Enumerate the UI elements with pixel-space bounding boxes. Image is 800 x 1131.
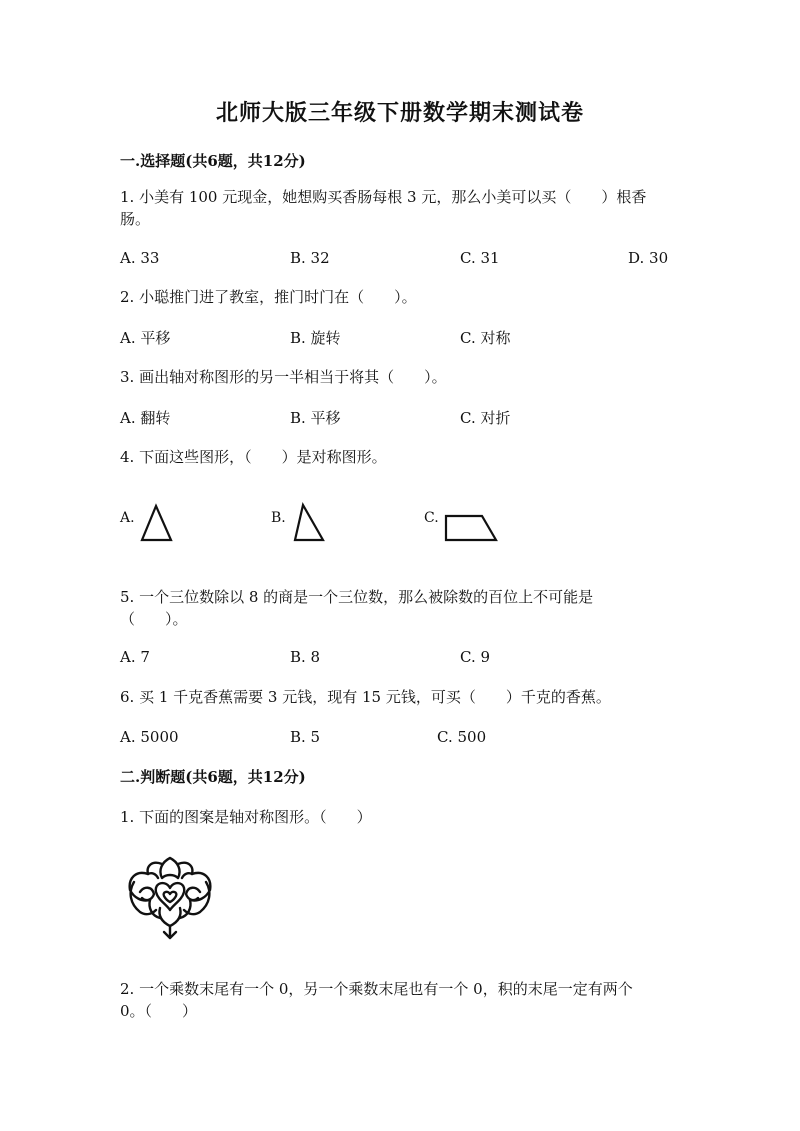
q4-option-b-label: B. — [271, 510, 286, 526]
q3-option-b: B. 平移 — [290, 409, 341, 427]
q2-option-b: B. 旋转 — [290, 329, 341, 347]
q4-option-c-trapezoid-figure — [442, 512, 500, 544]
q1-option-d: D. 30 — [628, 249, 669, 267]
q6-option-c: C. 500 — [437, 728, 487, 746]
q5-option-b: B. 8 — [290, 648, 321, 666]
question-1-line-1: 1. 小美有 100 元现金，她想购买香肠每根 3 元，那么小美可以买（ ）根香 — [120, 188, 647, 206]
q6-option-b: B. 5 — [290, 728, 321, 746]
q4-option-a-label: A. — [120, 510, 135, 526]
symmetric-flower-pattern-figure — [122, 852, 218, 940]
question-3: 3. 画出轴对称图形的另一半相当于将其（ ）。 — [120, 368, 447, 386]
question-1-line-2: 肠。 — [120, 210, 151, 228]
q4-option-c-label: C. — [424, 510, 439, 526]
section-heading-choice: 一.选择题(共6题，共12分) — [120, 152, 306, 170]
q4-option-b-scalene-triangle-figure — [290, 502, 328, 544]
question-2: 2. 小聪推门进了教室，推门时门在（ ）。 — [120, 288, 417, 306]
q1-option-a: A. 33 — [120, 249, 160, 267]
q6-option-a: A. 5000 — [120, 728, 179, 746]
page-title: 北师大版三年级下册数学期末测试卷 — [215, 100, 584, 126]
q3-option-c: C. 对折 — [460, 409, 511, 427]
judgement-question-1: 1. 下面的图案是轴对称图形。（ ） — [120, 808, 372, 826]
q2-option-c: C. 对称 — [460, 329, 511, 347]
question-6: 6. 买 1 千克香蕉需要 3 元钱，现有 15 元钱，可买（ ）千克的香蕉。 — [120, 688, 611, 706]
judgement-question-2-line-2: 0。（ ） — [120, 1002, 198, 1020]
q4-option-a-isosceles-triangle-figure — [140, 502, 174, 544]
question-5-line-1: 5. 一个三位数除以 8 的商是一个三位数，那么被除数的百位上不可能是 — [120, 588, 594, 606]
q3-option-a: A. 翻转 — [120, 409, 171, 427]
q5-option-c: C. 9 — [460, 648, 491, 666]
section-heading-judgement: 二.判断题(共6题，共12分) — [120, 768, 306, 786]
q1-option-c: C. 31 — [460, 249, 500, 267]
judgement-question-2-line-1: 2. 一个乘数末尾有一个 0，另一个乘数末尾也有一个 0，积的末尾一定有两个 — [120, 980, 633, 998]
question-5-line-2: （ ）。 — [120, 610, 188, 628]
question-4: 4. 下面这些图形，（ ）是对称图形。 — [120, 448, 387, 466]
q1-option-b: B. 32 — [290, 249, 330, 267]
q2-option-a: A. 平移 — [120, 329, 171, 347]
q5-option-a: A. 7 — [120, 648, 150, 666]
